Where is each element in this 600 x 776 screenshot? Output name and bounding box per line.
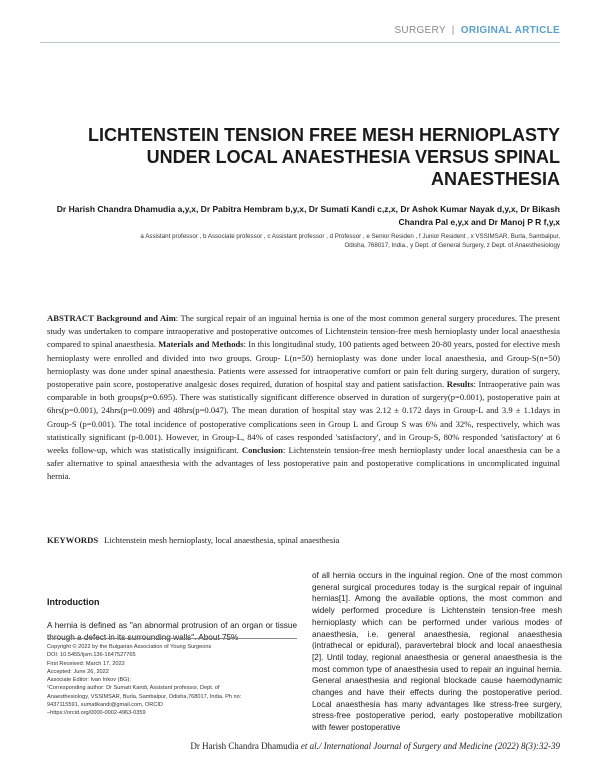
- keywords-label: KEYWORDS: [47, 535, 99, 545]
- abstract-label: ABSTRACT: [47, 313, 94, 323]
- orcid-link[interactable]: –https://orcid.org/0000-0002-4963-0359: [47, 710, 146, 717]
- authors-line: Chandra Pal e,y,x and Dr Manoj P R f,y,x: [398, 217, 560, 227]
- article-title: [40, 124, 560, 190]
- doi-line: DOI: 10.5455/ijsm.136-1647527765: [47, 652, 136, 659]
- corresponding-author-line: 9437115591, sumatikandi@gmail.com, ORCID: [47, 702, 163, 709]
- copyright-line: Copyright © 2022 by the Bulgarian Association of Young Surgeons: [47, 644, 212, 650]
- page-footer: [190, 741, 560, 751]
- section-tag: [394, 25, 560, 36]
- article-type-label: ORIGINAL ARTICLE: [460, 25, 560, 36]
- corresponding-author-line: ¹Corresponding author: Dr Sumati Kandi, Assistant professor, Dept. of: [47, 685, 220, 692]
- title-line: ANAESTHESIA: [430, 169, 560, 189]
- footer-journal: / International Journal of Surgery and Medicine (2022) 8(3):32-39: [318, 741, 560, 751]
- results-text: : Intraoperative pain was comparable in both groups(p=0.695). There was statistically significant difference observed in duration of surgery(p=0.001), postoperative pain at 6hrs(p=0.001), 24hrs(p=0.009) and 48hrs(p=0.047). The mean duration of hospital stay was 2.12 ± 0.172 days in Group-L and 3.9 ± 1.1days in Group-S (p=0.001). The total incidence of postoperative complications seen in Group L and Group S was 6% and 32%, respectively, which was statistically significant (p-0.001). However, in Group-L, 84% of cases responded 'satisfactory', and in Group-S, 80% responded 'satisfactory' at 6 weeks follow-up, which was statistically insignificant.: [47, 379, 560, 456]
- header-divider: [40, 42, 560, 43]
- authors-line: Dr Harish Chandra Dhamudia a,y,x, Dr Pabitra Hembram b,y,x, Dr Sumati Kandi c,z,x, Dr Ashok Kumar Nayak d,y,x, Dr Bikash: [56, 204, 560, 214]
- conclusion-heading: Conclusion: [241, 445, 283, 456]
- keywords-text: Lichtenstein mesh hernioplasty, local anaesthesia, spinal anaesthesia: [104, 535, 340, 545]
- section-label: SURGERY: [394, 25, 446, 36]
- copyright-divider: [47, 638, 297, 639]
- introduction-heading: Introduction: [47, 597, 100, 607]
- title-line: LICHTENSTEIN TENSION FREE MESH HERNIOPLASTY: [87, 125, 560, 145]
- background-heading: Background and Aim: [96, 313, 176, 323]
- accepted-line: Accepted: June 26, 2022: [47, 668, 109, 675]
- title-line: UNDER LOCAL ANAESTHESIA VERSUS SPINAL: [146, 147, 560, 167]
- affiliation-line: Odisha, 768017, India., y Dept. of General Surgery, z Dept. of Anaesthesiology: [344, 242, 560, 249]
- footer-etal: et al.: [298, 741, 319, 751]
- results-heading: Results: [446, 379, 474, 390]
- introduction-text: A hernia is defined as "an abnormal protrusion of an organ or tissue: [47, 621, 297, 630]
- copyright-block: [47, 643, 297, 718]
- received-line: First Received: March 17, 2022: [47, 660, 125, 667]
- methods-heading: Materials and Methods: [158, 339, 244, 350]
- abstract: [47, 312, 560, 484]
- background-text: : The surgical repair of an inguinal hernia is one of the most common general surgery procedures. The present study was undertaken to compare intraoperative and postoperative outcomes of Lichtenstein tension-free mesh hernioplasty under local anaesthesia compared to spinal anaesthesia.: [47, 313, 560, 350]
- affiliations: [40, 232, 560, 250]
- footer-author: Dr Harish Chandra Dhamudia: [190, 741, 299, 751]
- methods-text: : In this longitudinal study, 100 patients aged between 20-80 years, posted for elective mesh hernioplasty were enrolled and divided into two groups. Group- L(n=50) hernioplasty was done under local anaesthesia, and Group-S(n=50) hernioplasty was done under spinal anaesthesia. Patients were assessed for intraoperative comfort or pain felt during surgery, duration of surgery, postoperative pain score, postoperative analgesic doses required, duration of hospital stay and patient satisfaction.: [47, 339, 561, 390]
- section-separator: |: [451, 25, 455, 36]
- body-text-right-column: of all hernia occurs in the inguinal region. One of the most common general surgical procedures today is the surgical repair of inguinal hernias[1]. Among the available options, the most common and widely performed procedure is Lichtenstein tension-free mesh hernioplasty which can be performed under various modes of anaesthesia, i.e. general anaesthesia, regional anaesthesia (intrathecal or epidural), paravertebral block and local anaesthesia [2]. Until today, regional anaesthesia or general anaesthesia is the most common type of anaesthesia used to repair an inguinal hernia. General anaesthesia and regional blockade cause haemodynamic changes and have their effects during the postoperative period. Local anaesthesia has many advantages like stress-free surgery, stress-free postoperative period, early postoperative mobilization with fewer postoperative: [312, 571, 562, 733]
- affiliation-line: a Assistant professor , b Associate professor , c Assistant professor , d Professor , e Senior Residen , f Junior Resident , x VSSIMSAR, Burla, Sambalpur,: [140, 233, 560, 240]
- conclusion-text: : Lichtenstein tension-free mesh hernioplasty under local anaesthesia can be a safer alternative to spinal anaesthesia with the advantages of less postoperative pain and postoperative complications in uncomplicated inguinal hernia.: [47, 445, 560, 482]
- author-list: [40, 203, 560, 229]
- corresponding-author-line: Anaesthesiology, VSSIMSAR, Burla, Sambalpur, Odisha,768017, India. Ph no:: [47, 693, 242, 700]
- keywords: [47, 535, 560, 545]
- editor-line: Associate Editor: Ivan Inkov (BG);: [47, 677, 131, 684]
